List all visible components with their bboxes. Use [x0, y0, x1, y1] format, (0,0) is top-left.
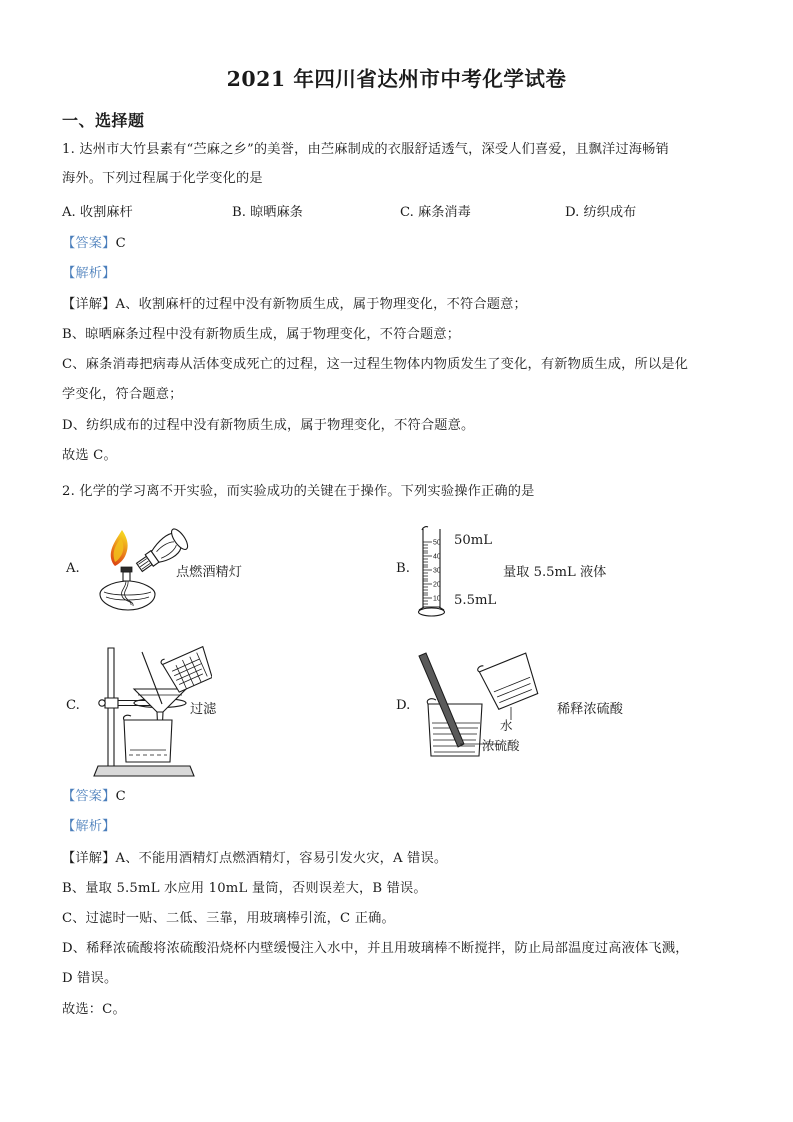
q2-analysis-tag: 【解析】 [62, 819, 116, 834]
q2-option-a-letter[interactable]: A. [66, 561, 80, 576]
q2-answer-tag: 【答案】 [62, 789, 116, 804]
q2-detail-line-3: C、过滤时一贴、二低、三靠，用玻璃棒引流，C 正确。 [62, 911, 395, 926]
q2-answer-value: C [115, 789, 126, 804]
q1-detail-line-2: B、晾晒麻条过程中没有新物质生成，属于物理变化，不符合题意； [62, 327, 461, 342]
q2-label-sulfuric-acid: 浓硫酸 [482, 738, 520, 753]
page-title: 2021 年四川省达州市中考化学试卷 [226, 67, 567, 91]
flame-icon [111, 530, 128, 566]
upright-alcohol-lamp [100, 567, 155, 610]
svg-text:20: 20 [433, 581, 441, 589]
q2-label-water: 水 [500, 718, 513, 733]
q1-option-a[interactable]: A. 收割麻杆 [62, 205, 133, 220]
q2-stem-line-1: 2. 化学的学习离不开实验，而实验成功的关键在于操作。下列实验操作正确的是 [62, 484, 535, 499]
q2-answer-line [62, 788, 738, 806]
q2-detail-line-1: 【详解】A、不能用酒精灯点燃酒精灯，容易引发火灾，A 错误。 [62, 851, 448, 866]
q1-option-d[interactable]: D. 纺织成布 [565, 205, 637, 220]
q2-option-b-letter[interactable]: B. [396, 561, 410, 576]
svg-text:50: 50 [433, 539, 441, 547]
q2-detail-line-2: B、量取 5.5mL 水应用 10mL 量筒，否则误差大，B 错误。 [62, 881, 427, 896]
q1-answer-value: C [115, 236, 126, 251]
q1-detail-line-3: C、麻条消毒把病毒从活体变成死亡的过程，这一过程生物体内物质发生了变化，有新物质生成，所以是化 [62, 357, 689, 372]
q2-detail-line-4: D、稀释浓硫酸将浓硫酸沿烧杯内壁缓慢注入水中，并且用玻璃棒不断搅拌，防止局部温度过高液体飞溅， [62, 941, 689, 956]
svg-text:10: 10 [433, 595, 441, 603]
q1-stem-line-1: 1. 达州市大竹县素有“苎麻之乡”的美誉，由苎麻制成的衣服舒适透气，深受人们喜爱，且飘洋过海畅销 [62, 142, 669, 157]
q1-option-b[interactable]: B. 晾晒麻条 [232, 205, 303, 220]
dilute-sulfuric-acid-figure [416, 652, 541, 762]
q1-detail-line-5: D、纺织成布的过程中没有新物质生成，属于物理变化，不符合题意。 [62, 418, 475, 433]
q1-detail-line-6: 故选 C。 [62, 448, 117, 463]
q1-detail-line-1: 【详解】A、收割麻杆的过程中没有新物质生成，属于物理变化，不符合题意； [62, 297, 527, 312]
q2-option-c-caption: 过滤 [190, 702, 217, 717]
q1-option-c[interactable]: C. 麻条消毒 [400, 205, 471, 220]
q1-answer-tag: 【答案】 [62, 236, 116, 251]
graduated-cylinder-figure [410, 524, 455, 619]
q2-option-d-caption: 稀释浓硫酸 [557, 702, 623, 717]
svg-text:30: 30 [433, 567, 441, 575]
q1-stem-line-2: 海外。下列过程属于化学变化的是 [62, 171, 263, 186]
q2-cylinder-top-label: 50mL [454, 533, 493, 548]
svg-text:40: 40 [433, 553, 441, 561]
section-heading: 一、选择题 [62, 111, 145, 130]
q1-option-row [62, 201, 752, 221]
q2-detail-line-6: 故选：C。 [62, 1002, 126, 1017]
q2-option-c-letter[interactable]: C. [66, 698, 80, 713]
q1-detail-line-4: 学变化，符合题意； [62, 387, 183, 402]
q2-option-a-caption: 点燃酒精灯 [176, 565, 242, 580]
q2-option-b-caption: 量取 5.5mL 液体 [503, 565, 607, 580]
q2-cylinder-bottom-label: 5.5mL [454, 593, 497, 608]
q2-detail-line-5: D 错误。 [62, 971, 118, 986]
q2-option-d-letter[interactable]: D. [396, 698, 411, 713]
q1-analysis-tag: 【解析】 [62, 266, 116, 281]
q1-answer-line [62, 235, 738, 253]
